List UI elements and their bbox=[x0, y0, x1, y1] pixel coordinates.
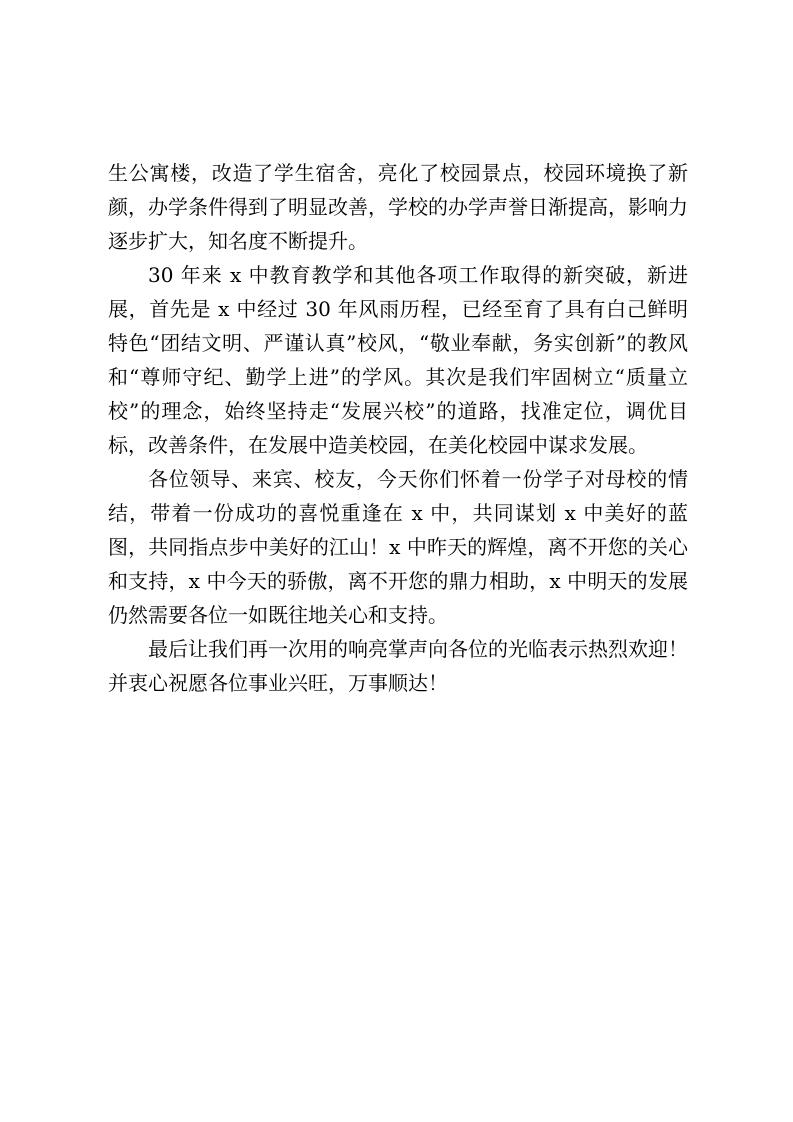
paragraph-1: 生公寓楼，改造了学生宿舍，亮化了校园景点，校园环境换了新颜，办学条件得到了明显改善，学校的办学声誉日渐提高，影响力逐步扩大，知名度不断提升。 bbox=[108, 161, 688, 253]
paragraph-4: 最后让我们再一次用的响亮掌声向各位的光临表示热烈欢迎！并衷心祝愿各位事业兴旺，万事顺达！ bbox=[108, 637, 688, 695]
paragraph-3: 各位领导、来宾、校友，今天你们怀着一份学子对母校的情结，带着一份成功的喜悦重逢在 x 中，共同谋划 x 中美好的蓝图，共同指点步中美好的江山！x 中昨天的辉煌，离不开您的关心和支持，x 中今天的骄傲，离不开您的鼎力相助，x 中明天的发展仍然需要各位一如既往地关心和支持。 bbox=[108, 467, 688, 627]
paragraph-2: 30 年来 x 中教育教学和其他各项工作取得的新突破，新进展，首先是 x 中经过 30 年风雨历程，已经至育了具有白己鲜明特色“团结文明、严谨认真”校风，“敬业奉献，务实创新”的教风和“尊师守纪、勤学上进”的学风。其次是我们牢固树立“质量立校”的理念，始终坚持走“发展兴校”的道路，找准定位，调优目标，改善条件，在发展中造美校园，在美化校园中谋求发展。 bbox=[108, 263, 688, 457]
document-body bbox=[108, 156, 688, 700]
